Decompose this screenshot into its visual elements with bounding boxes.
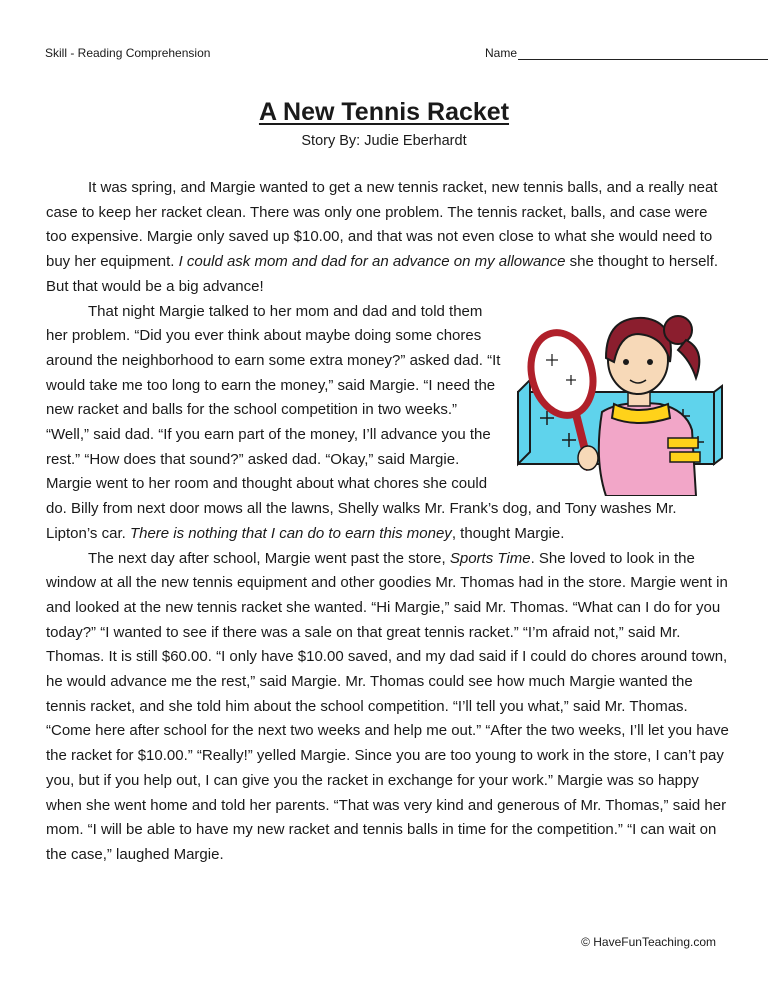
paragraph-1: It was spring, and Margie wanted to get a new tennis racket, new tennis balls, and a really neat case to keep her racket clean. There was only one problem. The tennis racket, balls, and case were too expensive. Margie only saved up $10.00, and that was not even close to what she would need to buy her equipment. I could ask mom and dad for an advance on my allowance she thought to herself. But that would be a big advance! — [46, 179, 719, 295]
italic-thought: I could ask mom and dad for an advance on my allowance — [178, 253, 566, 271]
paragraph-2: That night Margie talked to her mom and dad and told them her problem. “Did you ever think about maybe doing some chores around the neighborhood to earn some extra money?” asked dad. “It would take me too long to earn the money,” said Margie. “I need the new racket and balls for the school competition in two weeks.” “Well,” said dad. “If you earn part of the money, I’ll advance you the rest.” “How does that sound?” asked dad. “Okay,” said Margie. Margie went to her room and thought about what chores she could do. Billy from next door mows all the lawns, Shelly walks Mr. Frank’s dog, and Tony washes Mr. Lipton’s car. There is nothing that I can do to earn this money, thought Margie. — [46, 300, 730, 547]
story-body — [46, 176, 730, 868]
name-label: Name — [485, 46, 518, 60]
italic-thought: There is nothing that I can do to earn this money — [129, 524, 452, 542]
paragraph-3: The next day after school, Margie went past the store, Sports Time. She loved to look in the window at all the new tennis equipment and other goodies Mr. Thomas had in the store. Margie went in and looked at the new tennis racket she wanted. “Hi Margie,” said Mr. Thomas. “What can I do for you today?” “I wanted to see if there was a sale on that great tennis racket.” “I’m afraid not,” said Mr. Thomas. It is still $60.00. “I only have $10.00 saved, and my dad said if I could do chores around town, he would advance me the rest,” said Margie. Mr. Thomas could see how much Margie wanted the tennis racket, and she told him about the school competition. “I’ll tell you what,” said Mr. Thomas. “Come here after school for the next two weeks and help me out.” “After the two weeks, I’ll let you have the racket for $10.00.” “Really!” yelled Margie. Since you are too young to work in the store, I can’t pay you, but if you help out, I can give you the racket in exchange for your work.” Margie was so happy when she went home and told her parents. “That was very kind and generous of Mr. Thomas,” said her mom. “I will be able to have my new racket and tennis balls in time for the competition.” “I can wait on the case,” laughed Margie. — [46, 549, 729, 863]
name-blank-line — [518, 59, 768, 60]
girl-with-tennis-racket-illustration — [510, 300, 728, 496]
copyright-footer: © HaveFunTeaching.com — [581, 935, 716, 949]
skill-label: Skill - Reading Comprehension — [45, 46, 211, 60]
story-byline: Story By: Judie Eberhardt — [301, 133, 467, 149]
story-title: A New Tennis Racket — [258, 98, 510, 126]
store-name: Sports Time — [449, 549, 531, 567]
worksheet-header — [45, 46, 718, 64]
